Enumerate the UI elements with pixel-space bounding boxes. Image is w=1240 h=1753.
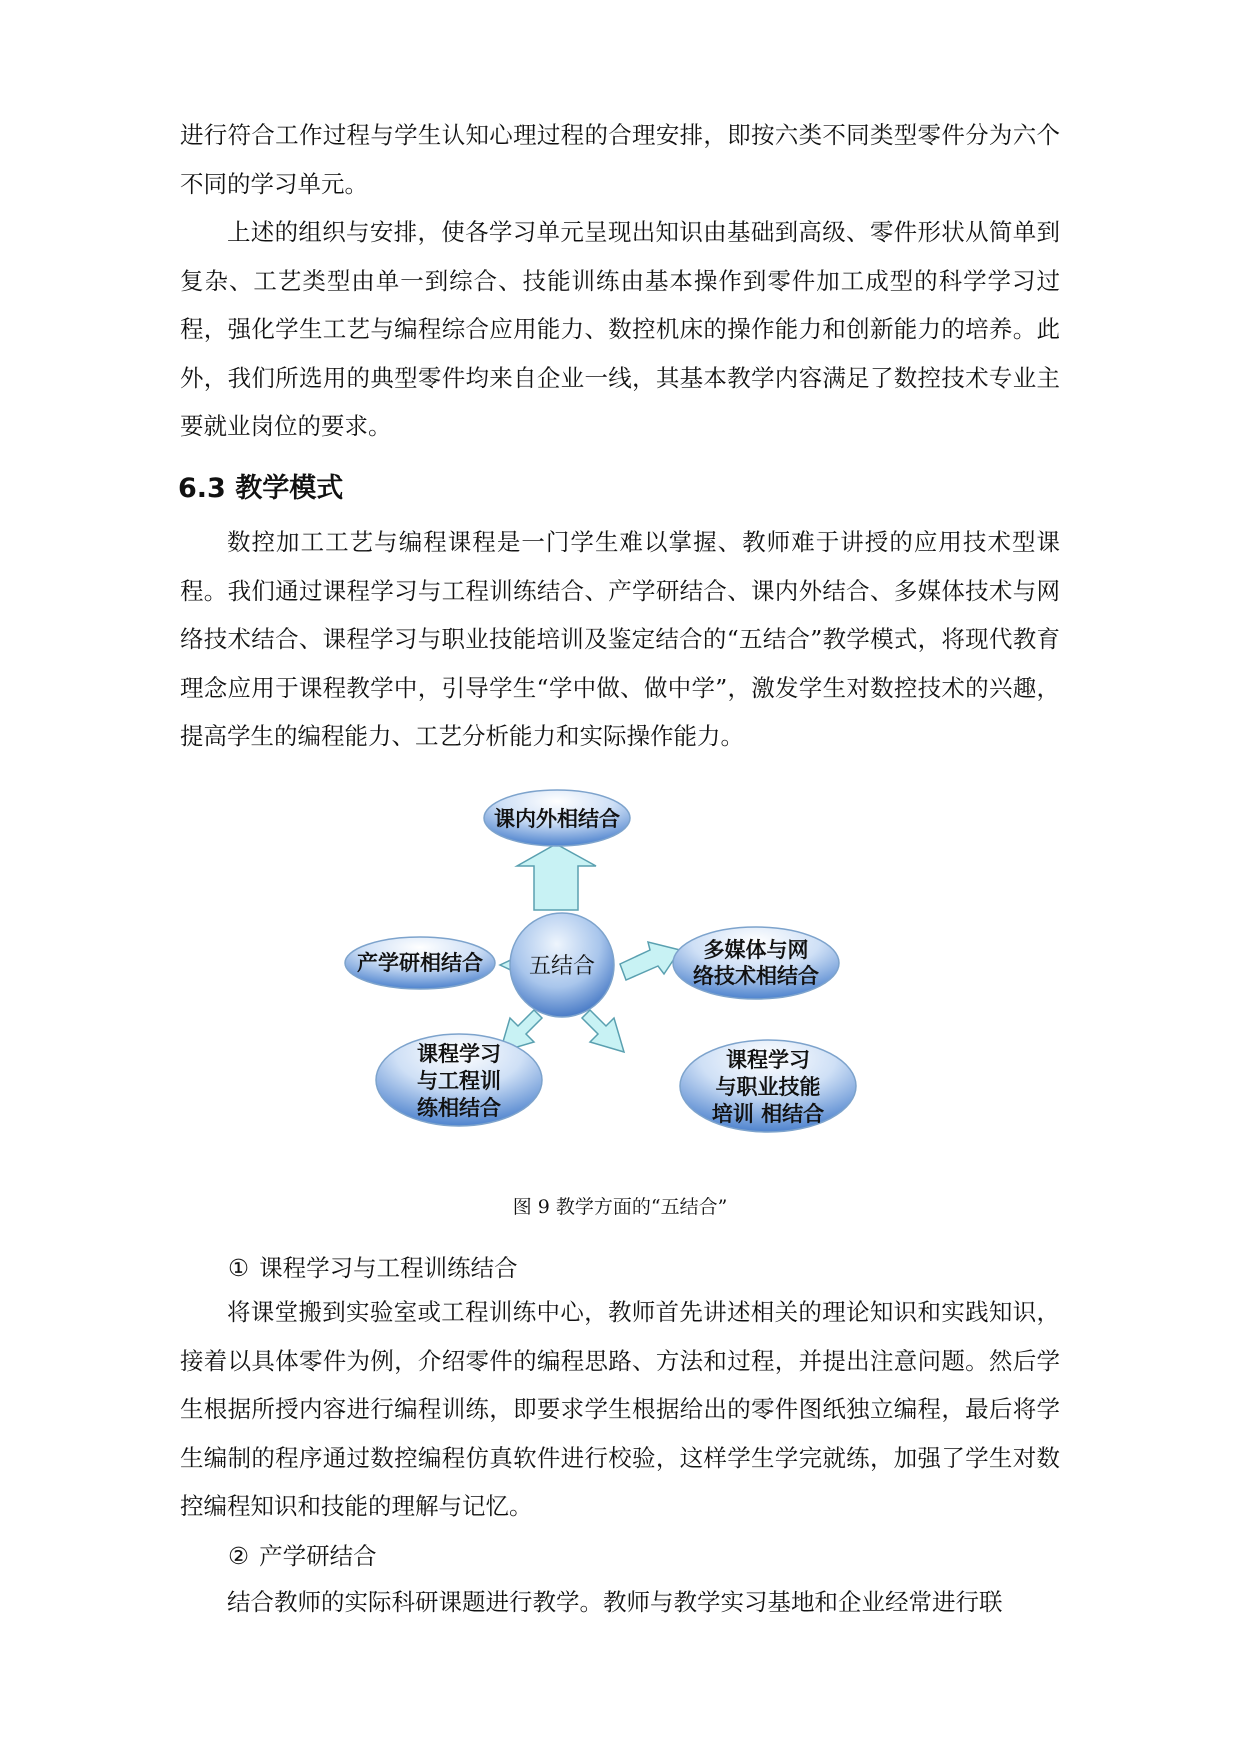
list-item-2-number: ② [228, 1542, 250, 1570]
paragraph-item2: 结合教师的实际科研课题进行教学。教师与教学实习基地和企业经常进行联 [227, 1588, 1003, 1616]
list-item-1 [228, 1249, 518, 1283]
node-bottom-left [376, 1034, 542, 1126]
center-label: 五结合 [528, 954, 596, 979]
node-bottom-left-line2: 与工程训 [417, 1069, 501, 1093]
node-top-label: 课内外相结合 [494, 807, 620, 831]
center-node [510, 913, 614, 1017]
paragraph-teaching-mode: 数控加工工艺与编程课程是一门学生难以掌握、教师难于讲授的应用技术型课程。我们通过课程学习与工程训练结合、产学研结合、课内外结合、多媒体技术与网络技术结合、课程学习与职业技能培训及鉴定结合的“五结合”教学模式，将现代教育理念应用于课程教学中，引导学生“学中做、做中学”，激发学生对数控技术的兴趣，提高学生的编程能力、工艺分析能力和实际操作能力。 [180, 528, 1060, 750]
paragraph-item1: 将课堂搬到实验室或工程训练中心，教师首先讲述相关的理论知识和实践知识，接着以具体零件为例，介绍零件的编程思路、方法和过程，并提出注意问题。然后学生根据所授内容进行编程训练，即要求学生根据给出的零件图纸独立编程，最后将学生编制的程序通过数控编程仿真软件进行校验，这样学生学完就练，加强了学生对数控编程知识和技能的理解与记忆。 [180, 1298, 1060, 1520]
figure-caption: 图 9 教学方面的“五结合” [512, 1196, 728, 1218]
list-item-1-number: ① [228, 1254, 250, 1282]
arrow-down-right [582, 1010, 624, 1052]
list-item-2-title: 产学研结合 [259, 1542, 377, 1570]
node-bottom-right-line2: 与职业技能 [715, 1075, 821, 1099]
node-right [673, 927, 839, 999]
node-bottom-right-line3: 培训 相结合 [711, 1102, 825, 1126]
node-bottom-right [680, 1040, 856, 1132]
section-heading: 6.3 教学模式 [178, 473, 344, 504]
node-right-label-line1: 多媒体与网 [703, 938, 809, 962]
node-right-label-line2: 络技术相结合 [693, 964, 819, 988]
arrow-up [517, 844, 596, 910]
node-bottom-left-line1: 课程学习 [417, 1042, 501, 1066]
list-item-1-title: 课程学习与工程训练结合 [259, 1254, 518, 1282]
node-bottom-right-line1: 课程学习 [726, 1048, 810, 1072]
paragraph-intro-continued: 进行符合工作过程与学生认知心理过程的合理安排，即按六类不同类型零件分为六个不同的学习单元。 [180, 121, 1060, 198]
five-combination-diagram [320, 770, 920, 1170]
node-left-label: 产学研相结合 [357, 951, 483, 975]
node-top [484, 790, 630, 846]
list-item-2 [228, 1537, 377, 1571]
paragraph-organization: 上述的组织与安排，使各学习单元呈现出知识由基础到高级、零件形状从简单到复杂、工艺类型由单一到综合、技能训练由基本操作到零件加工成型的科学学习过程，强化学生工艺与编程综合应用能力、数控机床的操作能力和创新能力的培养。此外，我们所选用的典型零件均来自企业一线，其基本教学内容满足了数控技术专业主要就业岗位的要求。 [180, 218, 1060, 440]
node-left [345, 937, 495, 989]
node-bottom-left-line3: 练相结合 [417, 1096, 501, 1120]
arrow-right [620, 942, 680, 980]
